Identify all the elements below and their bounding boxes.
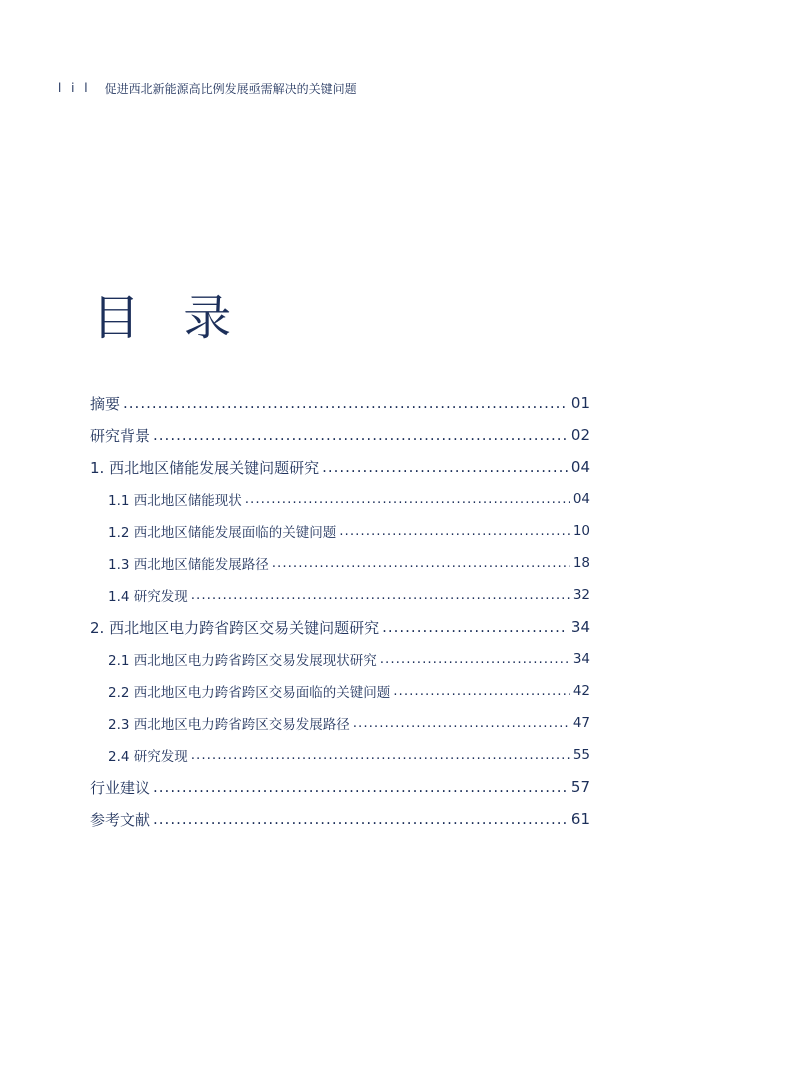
toc-subentry[interactable] bbox=[90, 515, 590, 547]
toc-page: 02 bbox=[570, 426, 590, 444]
toc-label: 1. 西北地区储能发展关键问题研究 bbox=[90, 458, 320, 477]
toc-leader bbox=[353, 715, 570, 731]
toc-leader bbox=[382, 618, 568, 636]
toc-label: 2. 西北地区电力跨省跨区交易关键问题研究 bbox=[90, 618, 380, 637]
toc-page: 18 bbox=[572, 555, 590, 571]
toc-entry[interactable] bbox=[90, 451, 590, 483]
toc-page: 01 bbox=[570, 394, 590, 412]
toc-entry[interactable] bbox=[90, 387, 590, 419]
toc-subentry[interactable] bbox=[90, 547, 590, 579]
toc-label: 行业建议 bbox=[90, 778, 151, 797]
toc-leader bbox=[272, 555, 570, 571]
toc-leader bbox=[123, 394, 568, 412]
toc-label: 2.4 研究发现 bbox=[108, 749, 188, 765]
toc-leader bbox=[380, 651, 570, 667]
toc-entry[interactable] bbox=[90, 419, 590, 451]
page-title: 目 录 bbox=[92, 290, 246, 346]
toc-label: 1.2 西北地区储能发展面临的关键问题 bbox=[108, 525, 337, 541]
toc-entry[interactable] bbox=[90, 771, 590, 803]
table-of-contents bbox=[90, 387, 590, 835]
toc-subentry[interactable] bbox=[90, 483, 590, 515]
toc-label: 1.3 西北地区储能发展路径 bbox=[108, 557, 269, 573]
running-header bbox=[58, 80, 357, 96]
toc-leader bbox=[153, 426, 568, 444]
running-title: 促进西北新能源高比例发展亟需解决的关键问题 bbox=[104, 81, 357, 96]
toc-page: 55 bbox=[572, 747, 590, 763]
toc-page: 04 bbox=[570, 458, 590, 476]
toc-leader bbox=[322, 458, 568, 476]
toc-page: 57 bbox=[570, 778, 590, 796]
toc-label: 2.3 西北地区电力跨省跨区交易发展路径 bbox=[108, 717, 350, 733]
toc-page: 34 bbox=[570, 618, 590, 636]
toc-page: 32 bbox=[572, 587, 590, 603]
toc-page: 61 bbox=[570, 810, 590, 828]
toc-page: 42 bbox=[572, 683, 590, 699]
toc-leader bbox=[153, 778, 568, 796]
toc-label: 2.1 西北地区电力跨省跨区交易发展现状研究 bbox=[108, 653, 377, 669]
toc-subentry[interactable] bbox=[90, 579, 590, 611]
toc-label: 1.1 西北地区储能现状 bbox=[108, 493, 242, 509]
toc-page: 47 bbox=[572, 715, 590, 731]
toc-label: 研究背景 bbox=[90, 426, 151, 445]
toc-entry[interactable] bbox=[90, 803, 590, 835]
toc-page: 04 bbox=[572, 491, 590, 507]
toc-label: 参考文献 bbox=[90, 810, 151, 829]
toc-leader bbox=[191, 587, 570, 603]
toc-subentry[interactable] bbox=[90, 643, 590, 675]
toc-leader bbox=[393, 683, 570, 699]
toc-page: 34 bbox=[572, 651, 590, 667]
toc-leader bbox=[339, 523, 570, 539]
header-marker: l i l bbox=[58, 81, 91, 95]
toc-subentry[interactable] bbox=[90, 739, 590, 771]
toc-label: 1.4 研究发现 bbox=[108, 589, 188, 605]
toc-label: 摘要 bbox=[90, 394, 121, 413]
toc-leader bbox=[191, 747, 570, 763]
toc-leader bbox=[153, 810, 568, 828]
toc-subentry[interactable] bbox=[90, 707, 590, 739]
toc-leader bbox=[245, 491, 570, 507]
toc-entry[interactable] bbox=[90, 611, 590, 643]
toc-page: 10 bbox=[572, 523, 590, 539]
toc-label: 2.2 西北地区电力跨省跨区交易面临的关键问题 bbox=[108, 685, 391, 701]
toc-subentry[interactable] bbox=[90, 675, 590, 707]
